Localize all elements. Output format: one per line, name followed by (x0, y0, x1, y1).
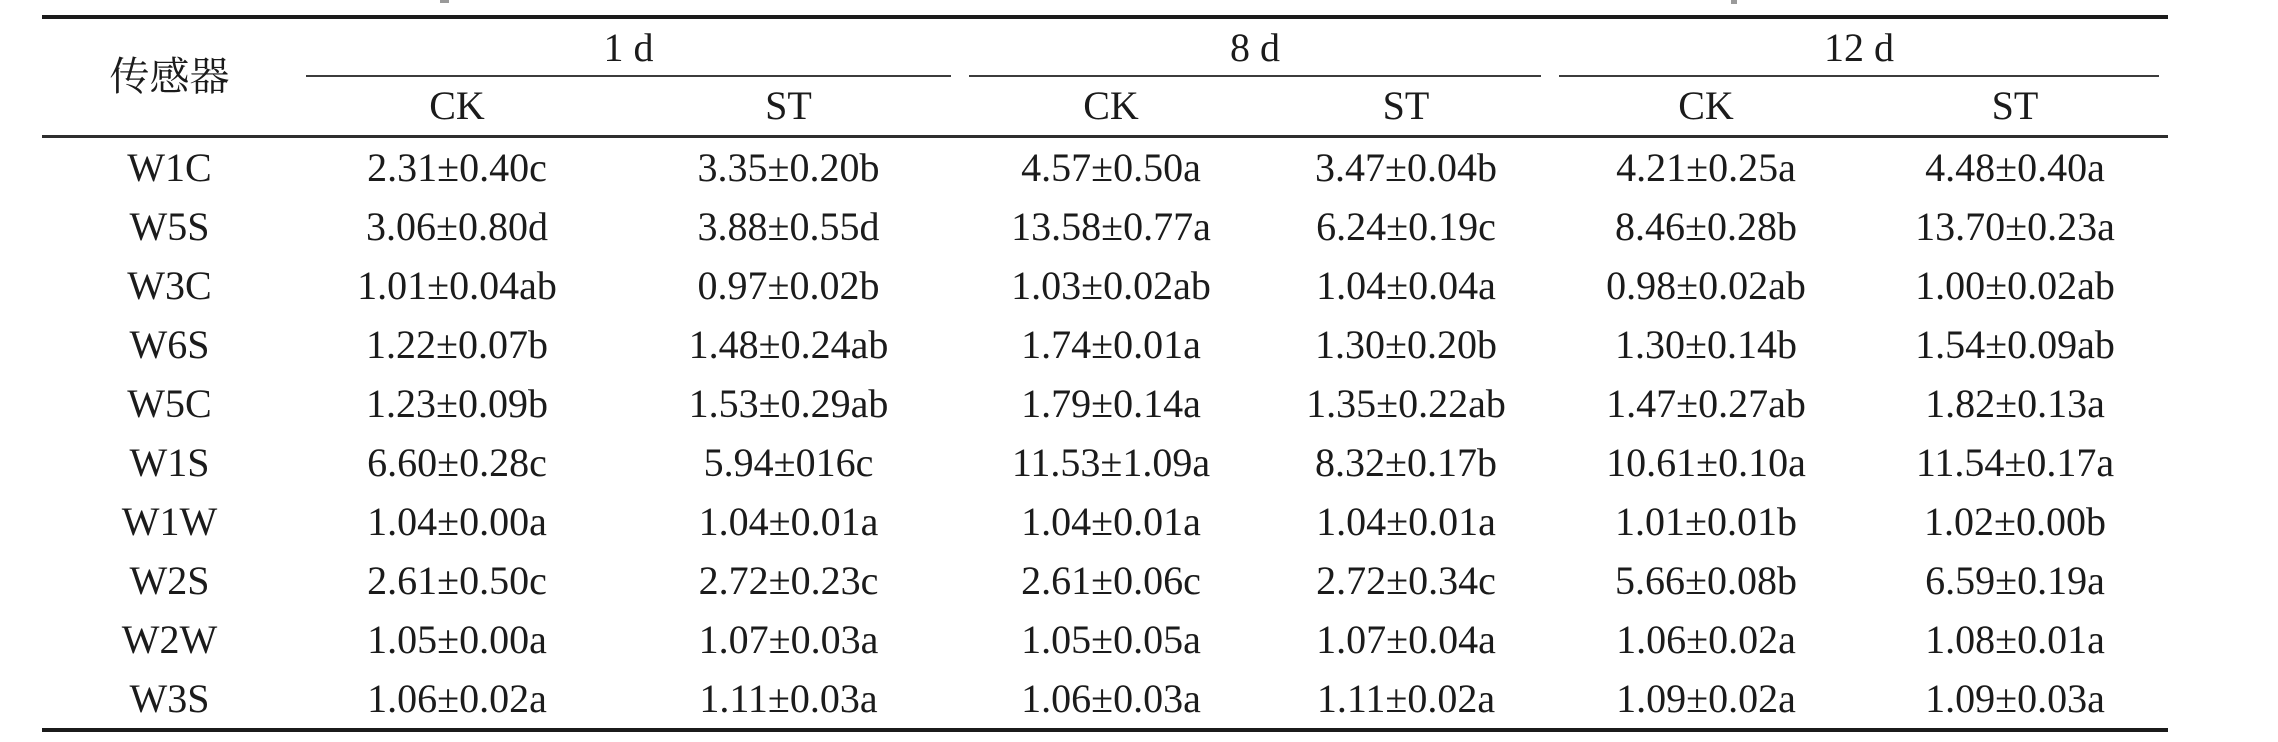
value-cell: 8.32±0.17b (1315, 439, 1497, 485)
value-cell: 1.23±0.09b (366, 380, 548, 426)
value-cell: 1.06±0.02a (367, 675, 547, 721)
group-header-12d (1550, 17, 2168, 77)
group-label: 1 d (603, 25, 654, 70)
value-cell: 2.72±0.23c (698, 557, 879, 603)
value-cell: 5.66±0.08b (1615, 557, 1797, 603)
value-cell: 1.53±0.29ab (688, 380, 889, 426)
value-cell: 0.97±0.02b (697, 262, 880, 308)
group-underline (306, 75, 951, 77)
value-cell: 6.60±0.28c (367, 439, 547, 485)
value-cell: 1.07±0.04a (1316, 616, 1496, 662)
value-cell: 5.94±016c (703, 439, 874, 485)
sensor-column-header: 传感器 (42, 17, 297, 137)
value-cell: 1.22±0.07b (366, 321, 548, 367)
subcol-header: CK (960, 77, 1262, 137)
table-row (42, 669, 2168, 730)
value-cell: 1.48±0.24ab (688, 321, 889, 367)
value-cell: 4.21±0.25a (1616, 144, 1796, 190)
value-cell: 1.04±0.04a (1316, 262, 1496, 308)
value-cell: 1.04±0.01a (1021, 498, 1201, 544)
table-row (42, 256, 2168, 315)
value-cell: 1.09±0.03a (1925, 675, 2105, 721)
value-cell: 1.54±0.09ab (1915, 321, 2115, 367)
value-cell: 1.30±0.14b (1615, 321, 1797, 367)
value-cell: 1.03±0.02ab (1011, 262, 1211, 308)
value-cell: 1.04±0.00a (367, 498, 547, 544)
value-cell: 10.61±0.10a (1606, 439, 1806, 485)
table-row (42, 492, 2168, 551)
subcol-header: ST (1862, 77, 2168, 137)
header-group-row (42, 17, 2168, 77)
value-cell: 1.04±0.01a (1316, 498, 1496, 544)
value-cell: 2.61±0.50c (367, 557, 547, 603)
value-cell: 1.47±0.27ab (1606, 380, 1806, 426)
value-cell: 1.82±0.13a (1925, 380, 2105, 426)
value-cell: 4.48±0.40a (1925, 144, 2105, 190)
value-cell: 1.08±0.01a (1925, 616, 2105, 662)
scan-artifact (440, 0, 449, 3)
value-cell: 1.79±0.14a (1021, 380, 1201, 426)
subcol-header: ST (617, 77, 960, 137)
value-cell: 2.61±0.06c (1021, 557, 1201, 603)
table-row (42, 197, 2168, 256)
value-cell: 1.09±0.02a (1616, 675, 1796, 721)
value-cell: 1.74±0.01a (1021, 321, 1201, 367)
sensor-cell: W2S (129, 557, 210, 603)
value-cell: 3.47±0.04b (1315, 144, 1497, 190)
value-cell: 1.06±0.02a (1616, 616, 1796, 662)
value-cell: 1.11±0.03a (699, 675, 878, 721)
value-cell: 13.70±0.23a (1915, 203, 2115, 249)
value-cell: 1.35±0.22ab (1306, 380, 1506, 426)
value-cell: 3.06±0.80d (366, 203, 548, 249)
value-cell: 1.11±0.02a (1316, 675, 1496, 721)
value-cell: 1.07±0.03a (698, 616, 879, 662)
value-cell: 2.31±0.40c (367, 144, 547, 190)
group-header-1d (297, 17, 960, 77)
table-row (42, 137, 2168, 198)
group-label: 8 d (1230, 25, 1280, 70)
value-cell: 0.98±0.02ab (1606, 262, 1806, 308)
value-cell: 1.30±0.20b (1315, 321, 1497, 367)
value-cell: 13.58±0.77a (1011, 203, 1211, 249)
sensor-cell: W1C (127, 144, 212, 190)
value-cell: 11.54±0.17a (1915, 439, 2115, 485)
value-cell: 2.72±0.34c (1316, 557, 1496, 603)
value-cell: 11.53±1.09a (1011, 439, 1211, 485)
sensor-cell: W5C (127, 380, 212, 426)
table-row (42, 374, 2168, 433)
sensor-cell: W2W (121, 616, 218, 662)
group-underline (969, 75, 1541, 77)
table-row (42, 315, 2168, 374)
table-row (42, 610, 2168, 669)
scan-artifact (1731, 0, 1737, 4)
table-row (42, 433, 2168, 492)
header-subcolumn-row (42, 77, 2168, 137)
subcol-header: CK (1550, 77, 1862, 137)
sensor-cell: W5S (129, 203, 210, 249)
table-row (42, 551, 2168, 610)
value-cell: 3.35±0.20b (697, 144, 880, 190)
group-label: 12 d (1824, 25, 1894, 70)
value-cell: 4.57±0.50a (1021, 144, 1201, 190)
value-cell: 1.01±0.01b (1615, 498, 1797, 544)
sensor-cell: W3S (129, 675, 210, 721)
sensor-cell: W6S (129, 321, 210, 367)
group-underline (1559, 75, 2159, 77)
value-cell: 1.06±0.03a (1021, 675, 1201, 721)
value-cell: 1.05±0.05a (1021, 616, 1201, 662)
value-cell: 1.01±0.04ab (357, 262, 557, 308)
value-cell: 6.59±0.19a (1925, 557, 2105, 603)
value-cell: 6.24±0.19c (1316, 203, 1496, 249)
data-table (42, 15, 2168, 732)
value-cell: 1.00±0.02ab (1915, 262, 2115, 308)
subcol-header: ST (1262, 77, 1550, 137)
group-header-8d (960, 17, 1550, 77)
value-cell: 1.05±0.00a (367, 616, 547, 662)
value-cell: 8.46±0.28b (1615, 203, 1797, 249)
value-cell: 1.02±0.00b (1924, 498, 2106, 544)
value-cell: 3.88±0.55d (697, 203, 880, 249)
sensor-cell: W1S (129, 439, 210, 485)
value-cell: 1.04±0.01a (698, 498, 879, 544)
sensor-cell: W1W (121, 498, 218, 544)
sensor-cell: W3C (127, 262, 212, 308)
subcol-header: CK (297, 77, 617, 137)
